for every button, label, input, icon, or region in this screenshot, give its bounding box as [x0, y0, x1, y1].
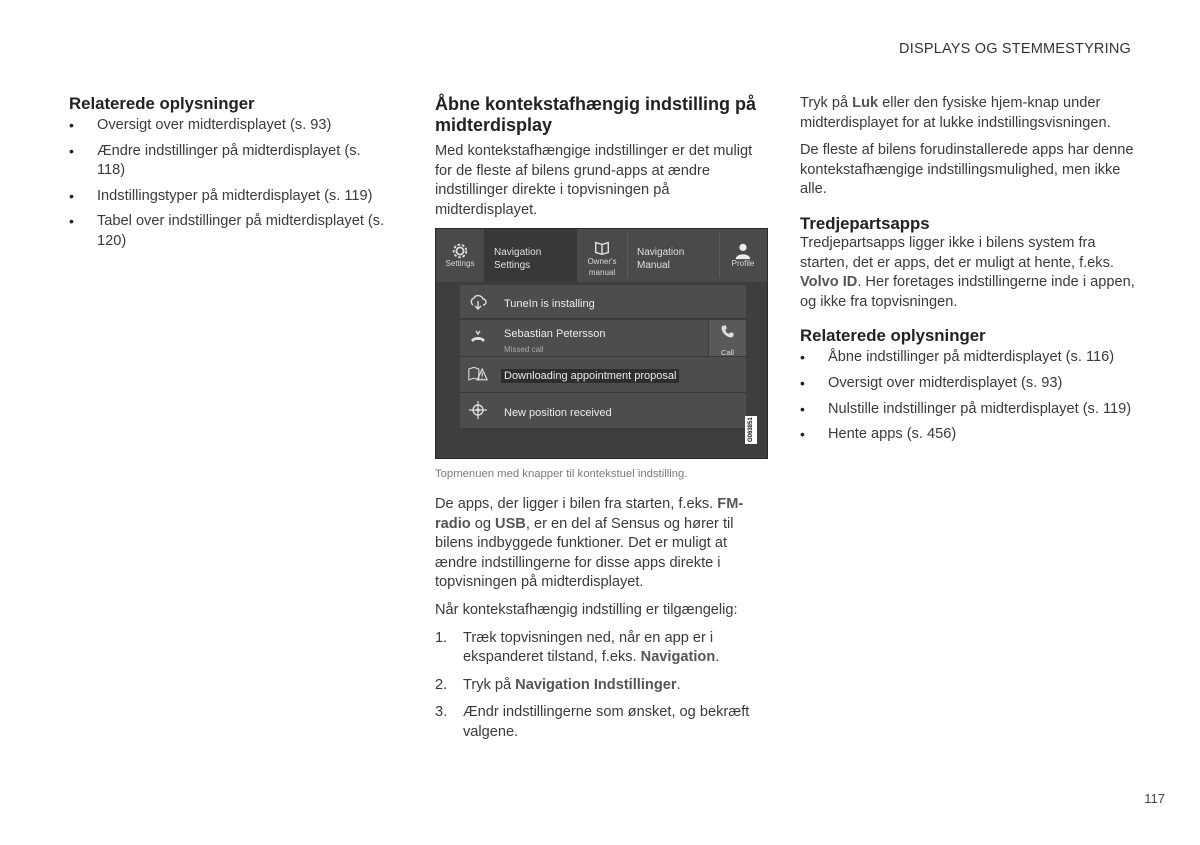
notification-position [460, 393, 746, 429]
book-icon [593, 239, 611, 257]
close-paragraph: Tryk på Luk eller den fysiske hjem-knap under midterdisplayet for at lukke indstillingsvisningen. [800, 95, 1111, 131]
map-warning-icon [468, 364, 488, 384]
figure-code: G063851 [745, 416, 757, 444]
cloud-download-icon [468, 292, 488, 312]
call-label: Call [721, 348, 734, 358]
third-party-paragraph: Tredjepartsapps ligger ikke i bilens system fra starten, det er apps, det er muligt at hente, f.eks. Volvo ID. Her foretages indstillingerne inde i appen, og ikke fra topvisningen. [800, 234, 1135, 310]
download-text-highlight: Downloading appointment proposal [501, 369, 679, 383]
owners-line2: manual [588, 268, 616, 278]
nav-settings-line2: Settings [494, 260, 531, 272]
step-item: 1. Træk topvisningen ned, når en app er i ekspanderet tilstand, f.eks. Navigation. [435, 629, 720, 666]
figure-caption: Topmenuen med knapper til kontekstuel indstilling. [435, 468, 688, 481]
third-party-heading: Tredjepartsapps [800, 213, 930, 233]
column-left [69, 94, 389, 258]
related-item[interactable]: • Åbne indstillinger på midterdisplayet (s. 116) [800, 348, 1140, 368]
related-item[interactable]: • Tabel over indstillinger på midterdisplayet (s. 120) [69, 212, 389, 251]
settings-label: Settings [445, 259, 475, 269]
position-compass-icon [468, 400, 488, 420]
usb-term: USB [495, 515, 526, 532]
related-item[interactable]: • Oversigt over midterdisplayet (s. 93) [800, 374, 1140, 394]
caller-name: Sebastian Petersson [504, 328, 606, 341]
intro-paragraph: Med kontekstafhængige indstillinger er det muligt for de fleste af bilens grund-apps at ændre indstillinger direkte i topvisningen på midterdisplayet. [435, 143, 753, 218]
section-title: Åbne kontekstafhængig indstilling på midterdisplay [435, 94, 757, 135]
navigation-manual-button [627, 229, 719, 282]
notification-missed-call [460, 320, 746, 357]
call-button [708, 320, 746, 356]
settings-button [436, 229, 484, 282]
steps-list [435, 629, 768, 743]
fm-radio-term: FM-radio [435, 495, 744, 532]
nav-manual-line1: Navigation [637, 247, 685, 259]
luk-term: Luk [852, 95, 879, 111]
profile-button [719, 229, 767, 282]
nav-settings-line1: Navigation [494, 247, 542, 259]
column-right [800, 94, 1140, 451]
availability-paragraph: Når kontekstafhængig indstilling er tilgængelig: [435, 601, 738, 618]
tunein-text: TuneIn is installing [504, 298, 595, 311]
related-item[interactable]: • Hente apps (s. 456) [800, 425, 1140, 445]
download-text [504, 367, 679, 387]
related-item[interactable]: • Ændre indstillinger på midterdisplayet (s. 118) [69, 142, 389, 181]
owners-line1: Owner's [587, 257, 617, 267]
volvo-id-term: Volvo ID [800, 274, 858, 291]
phone-icon [720, 324, 735, 339]
top-menu [436, 229, 767, 282]
column-middle [435, 94, 768, 751]
related-list-right [800, 348, 1140, 444]
related-item[interactable]: • Nulstille indstillinger på midterdisplayet (s. 119) [800, 400, 1140, 420]
center-display-screenshot [435, 228, 768, 459]
notification-download [460, 357, 746, 393]
missed-call-label: Missed call [504, 345, 544, 355]
profile-label: Profile [731, 259, 755, 269]
owners-manual-button [577, 229, 627, 282]
step-item: 3. Ændr indstillingerne som ønsket, og bekræft valgene. [435, 704, 750, 740]
related-item[interactable]: • Oversigt over midterdisplayet (s. 93) [69, 116, 389, 136]
nav-manual-line2: Manual [637, 260, 670, 272]
navigation-settings-button [484, 229, 577, 282]
related-list [69, 116, 389, 252]
running-header: DISPLAYS OG STEMMESTYRING [899, 41, 1131, 57]
position-text: New position received [504, 407, 612, 420]
missed-call-icon [468, 327, 488, 347]
related-heading: Relaterede oplysninger [69, 94, 255, 113]
related-item[interactable]: • Indstillingstyper på midterdisplayet (s. 119) [69, 187, 389, 207]
page-number: 117 [1144, 791, 1165, 806]
notification-tunein [460, 285, 746, 319]
gear-icon [451, 242, 469, 260]
apps-paragraph: De apps, der ligger i bilen fra starten, f.eks. FM-radio og USB, er en del af Sensus og hører til bilens indbyggede funktioner. Det er muligt at ændre indstillingerne for disse apps direkte i topvisningen på midterdisplayet. [435, 495, 744, 591]
user-icon [734, 242, 752, 260]
preinstalled-paragraph: De fleste af bilens forudinstallerede apps har denne kontekstafhængige indstillingsmulighed, men ikke alle. [800, 142, 1134, 198]
step-item: 2. Tryk på Navigation Indstillinger. [435, 676, 681, 693]
related-heading-right: Relaterede oplysninger [800, 326, 986, 346]
